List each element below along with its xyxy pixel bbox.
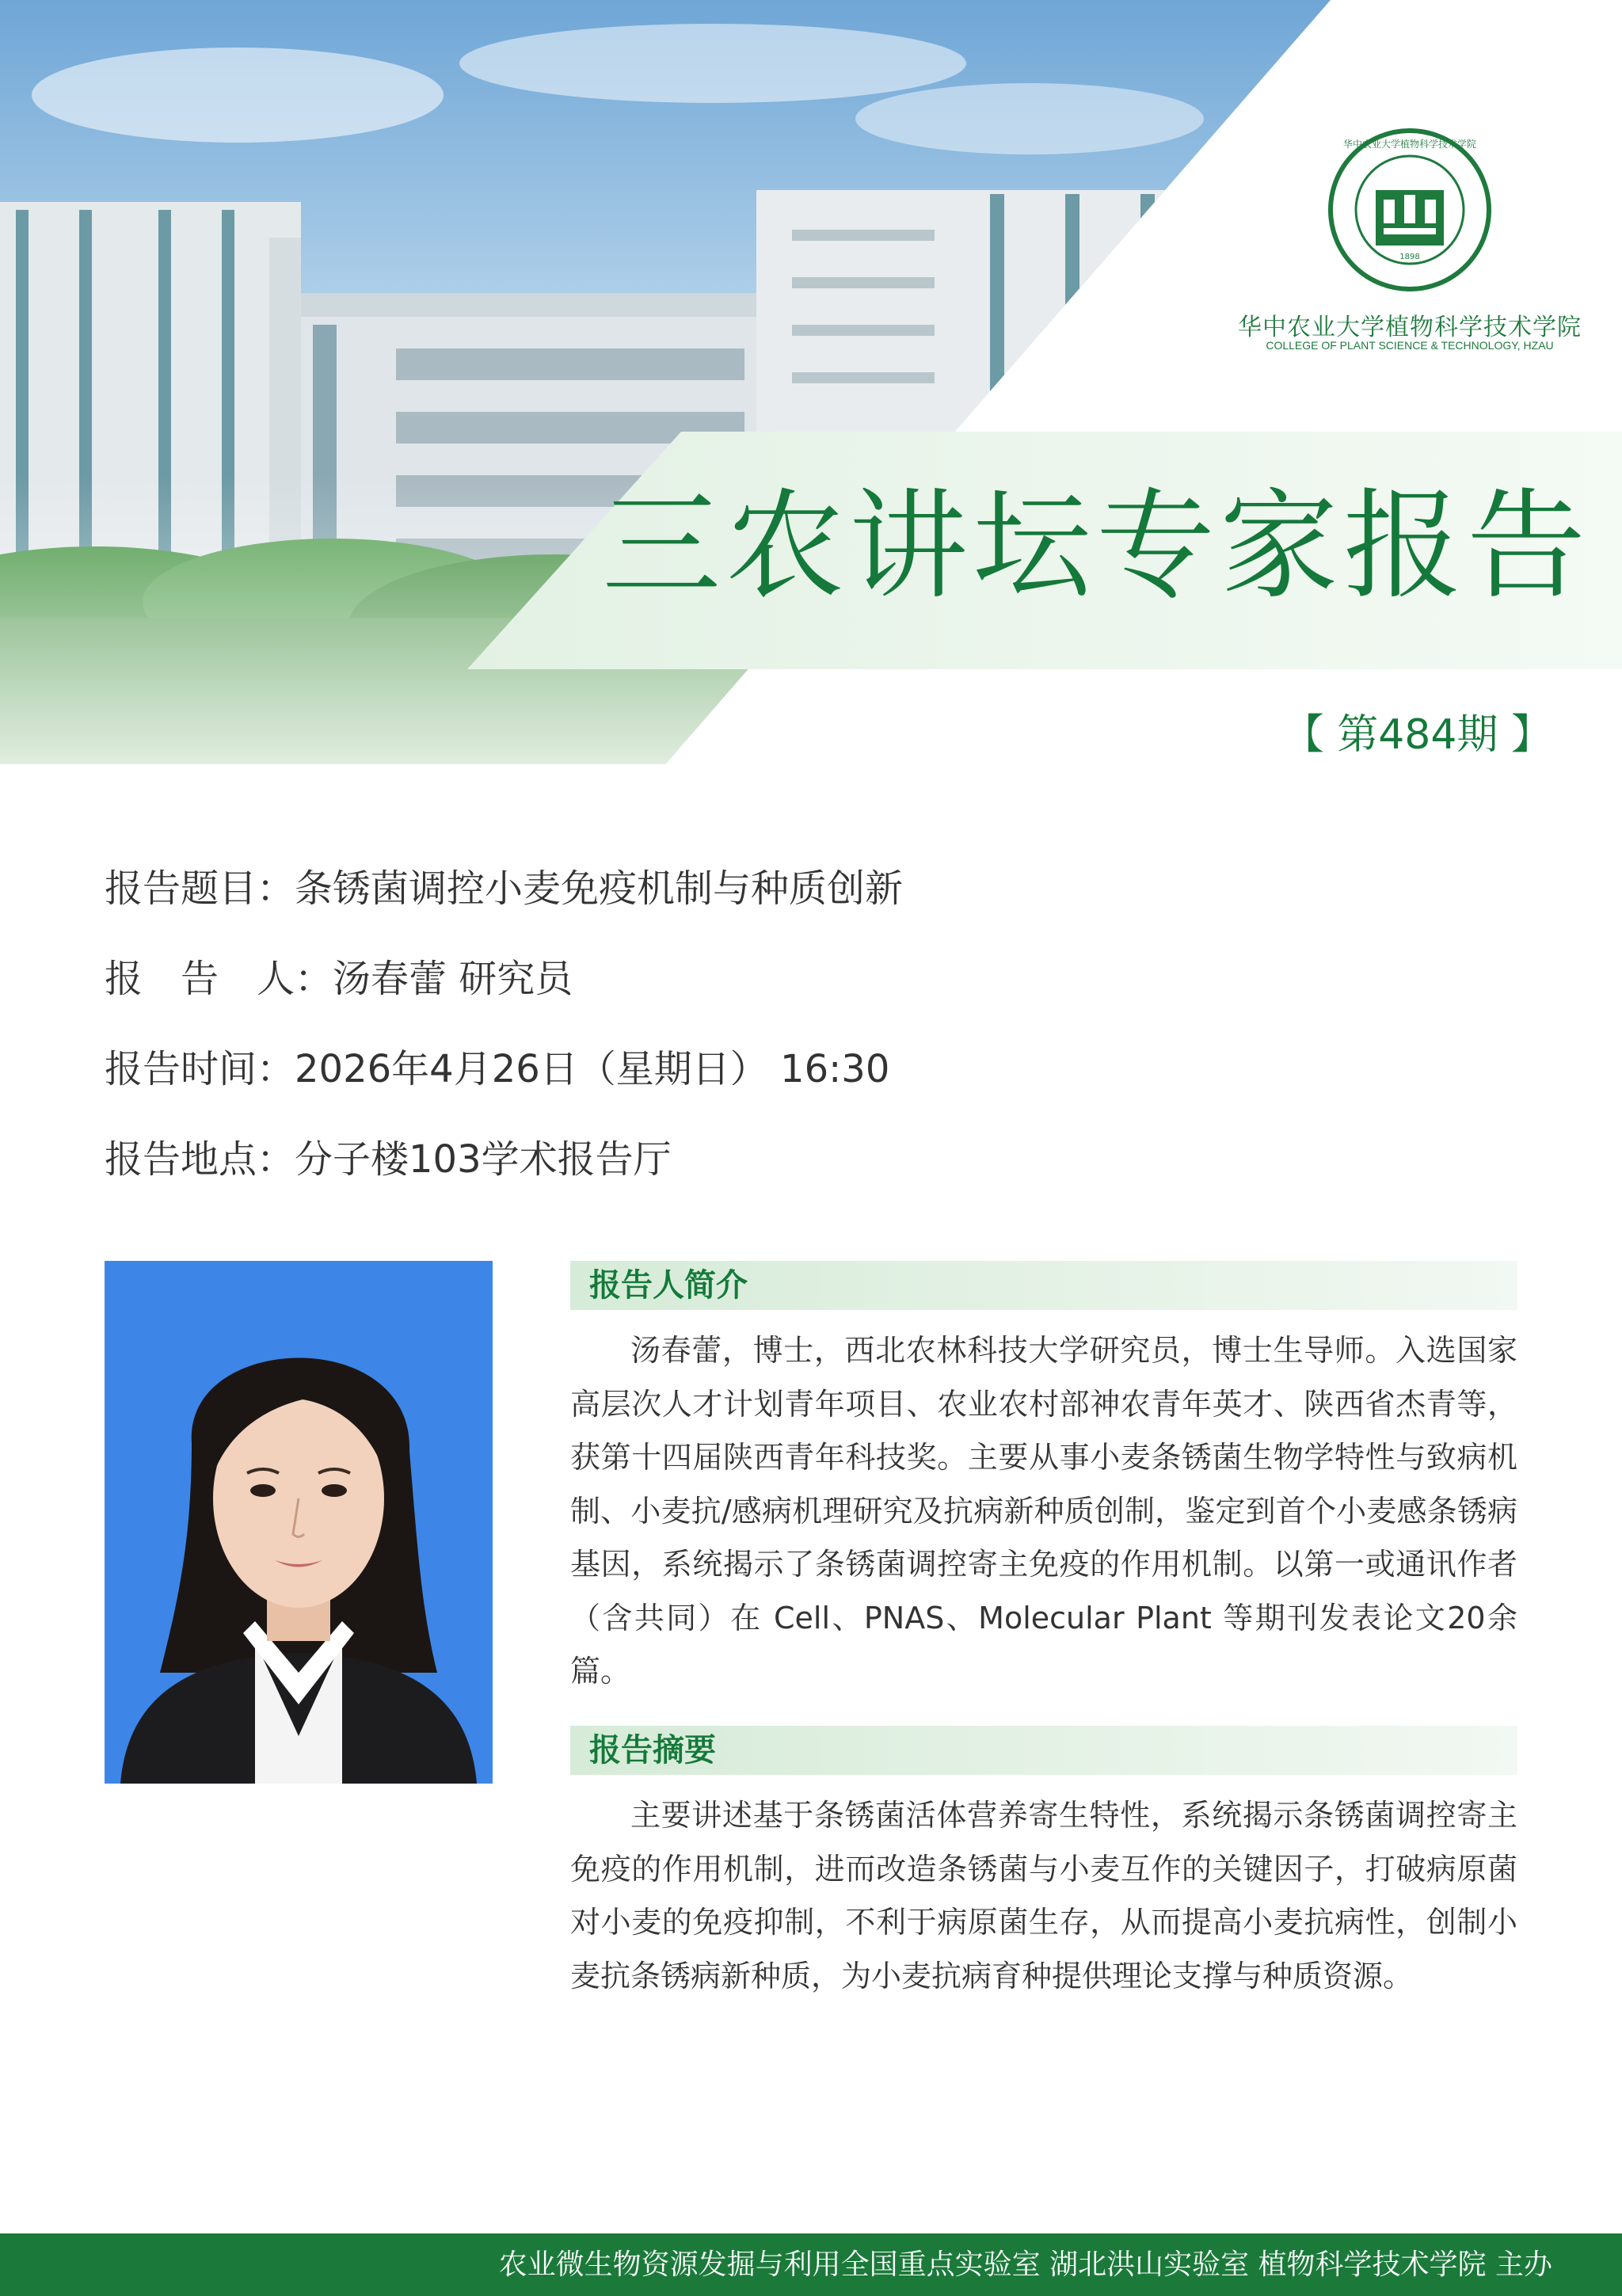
organizers-text: 农业微生物资源发掘与利用全国重点实验室 湖北洪山实验室 植物科学技术学院 主办 — [498, 2248, 1552, 2281]
campus-building-illustration — [0, 0, 1622, 776]
place-value: 分子楼103学术报告厅 — [295, 1137, 672, 1182]
abstract-heading: 报告摘要 — [570, 1726, 1517, 1775]
info-row-time — [105, 1044, 1546, 1095]
bio-text: 汤春蕾，博士，西北农林科技大学研究员，博士生导师。入选国家高层次人才计划青年项目、农业农村部神农青年英才、陕西省杰青等，获第十四届陕西青年科技奖。主要从事小麦条锈菌生物学特性与致病机制、小麦抗/感病机理研究及抗病新种质创制，鉴定到首个小麦感条锈病基因，系统揭示了条锈菌调控寄主免疫的作用机制。以第一或通讯作者（含共同）在 Cell、PNAS、Molecular Plant 等期刊发表论文20余篇。 — [570, 1333, 1517, 1689]
abstract-text: 主要讲述基于条锈菌活体营养寄生特性，系统揭示条锈菌调控寄主免疫的作用机制，进而改造条锈菌与小麦互作的关键因子，打破病原菌对小麦的免疫抑制，不利于病原菌生存，从而提高小麦抗病性，创制小麦抗条锈病新种质，为小麦抗病育种提供理论支撑与种质资源。 — [570, 1798, 1517, 1993]
topic-value: 条锈菌调控小麦免疫机制与种质创新 — [295, 866, 904, 911]
abstract-section — [570, 1726, 1517, 2003]
info-row-speaker — [105, 954, 1546, 1004]
speaker-portrait-illustration — [105, 1261, 493, 1784]
place-label: 报告地点： — [105, 1137, 295, 1182]
issue-number: 【 第484期 】 — [1282, 711, 1552, 759]
info-row-place — [105, 1134, 1546, 1185]
topic-label: 报告题目： — [105, 866, 295, 911]
seal-year: 1898 — [1399, 253, 1420, 261]
college-name-cn: 华中农业大学植物科学技术学院 — [1238, 314, 1582, 341]
speaker-photo — [105, 1261, 493, 1784]
college-name-en: COLLEGE OF PLANT SCIENCE & TECHNOLOGY, HZAU — [1266, 339, 1554, 352]
time-value: 2026年4月26日（星期日） 16:30 — [295, 1047, 890, 1091]
speaker-value: 汤春蕾 研究员 — [333, 957, 573, 1001]
speaker-label: 报 告 人： — [105, 957, 333, 1001]
bio-section — [570, 1261, 1517, 1699]
college-seal-logo — [1327, 127, 1493, 293]
bio-heading: 报告人简介 — [570, 1261, 1517, 1310]
report-info — [105, 863, 1546, 1224]
seal-ring-text: 华中农业大学植物科学技术学院 — [1342, 139, 1477, 150]
header-banner — [0, 0, 1622, 776]
poster-title: 三农讲坛专家报告 — [602, 478, 1591, 615]
info-row-topic — [105, 863, 1546, 914]
time-label: 报告时间： — [105, 1047, 295, 1091]
footer-bar — [0, 2233, 1622, 2296]
